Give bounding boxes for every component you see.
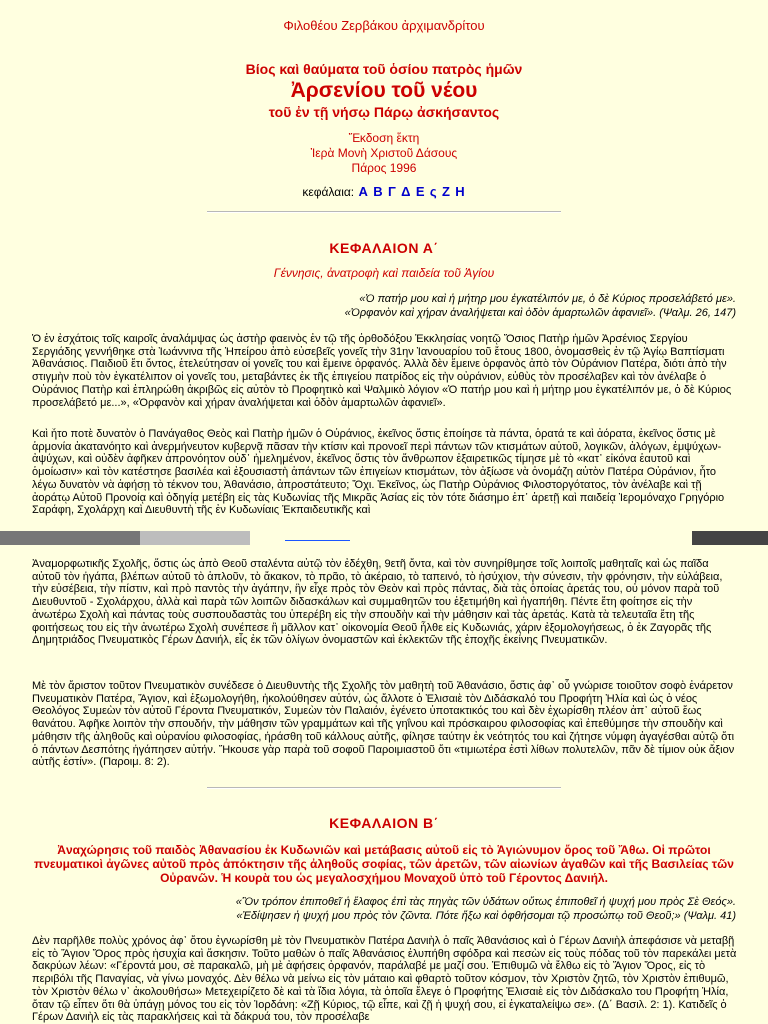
chapter-1-title: ΚΕΦΑΛΑΙΟΝ Α΄ <box>329 240 439 256</box>
chapter-1-paragraph-2: Καὶ ἦτο ποτὲ δυνατὸν ὁ Πανάγαθος Θεὸς καὶ Πατὴρ ἡμῶν ὁ Οὐράνιος, ἐκεῖνος ὅστις ἐποίησε τὰ πάντα, ὁρατά τε καὶ ἀόρατα, ἐκεῖνος ὅστις μὲ ἁρμονία ἀκατανόητο καὶ ἀνερμήνευτον κυβερνᾷ πᾶσαν τὴν κτίσιν καὶ προνοεῖ περὶ πάντων τῶν κτισμάτων αὐτοῦ, λογικῶν, ἀλόγων, ἐμψύχων-ἀψύχων, καὶ οὐδὲν ἀφῆκεν ἀπρονόητον οὐδ᾽ ἠμελημένον, ἐκεῖνος ὅστις τὸν ἄνθρωπον ἐξαιρετικῶς τίμησε μὲ τὸ «κατ᾽ εἰκόνα ἑαυτοῦ καὶ ὁμοίωσιν» καὶ τὸν κατέστησε βασιλέα καὶ ἐξουσιαστὴ ἁπάντων τῶν ἐπιγείων κτισμάτων, τὸν ἀξίωσε νὰ ὀνομάζη αὐτὸν Πατέρα Οὐράνιον, ἦτο λέγω δυνατὸν νὰ ἀφήσῃ τὸ τέκνον του, Ἀθανάσιο, ἀπροστάτευτο; Ὄχι. Ἐκεῖνος, ὡς Πατὴρ Οὐράνιος Φιλοστοργότατος, τὸν ἀνέλαβε καὶ τῇ ἀοράτῳ Αὐτοῦ Προνοίᾳ καὶ ὁδηγίᾳ μετέβη εἰς τὰς Κυδωνίας τῆς Μικρᾶς Ἀσίας εἰς τὸν τότε διάσημο ἐπ᾽ ἀρετῇ καὶ παιδείᾳ Ἱερομόναχο Γρηγόριο Σαράφη, Σχολάρχη καὶ Διευθυντὴ τῆς ἐν Κυδωνίαις Ἐκπαιδευτικῆς καὶ <box>32 428 725 517</box>
chapter-1-quote-line-1: «Ὁ πατήρ μου καὶ ἡ μήτηρ μου ἐγκατέλιπόν με, ὁ δὲ Κύριος προσελάβετό με». <box>359 293 736 305</box>
chapter-nav <box>0 184 768 199</box>
author-line: Φιλοθέου Ζερβάκου ἀρχιμανδρίτου <box>283 18 485 33</box>
chapter-link-f[interactable]: ς <box>429 184 437 199</box>
chapter-1-paragraph-4: Μὲ τὸν ἄριστον τοῦτον Πνευματικὸν συνέδεσε ὁ Διευθυντὴς τῆς Σχολῆς τὸν μαθητὴ τοῦ Ἀθανάσιο, ὅστις ἀφ᾽ οὗ γνώρισε τοιοῦτον σοφὸ ἐνάρετον Πνευματικὸν Πατέρα, Ἅγιον, καὶ ἐξωμολογήθη, ἠκολούθησεν αὐτόν, ὡς ἄλλοτε ὁ Ἐλισαιὲ τὸν Διδάσκαλό του Προφήτη Ἠλία καὶ ὡς ὁ νέος Θεολόγος Συμεὼν τὸν αὐτοῦ Γέροντα Πνευματικόν, Συμεὼν τὸν Παλαιόν, ἐγένετο ὑποτακτικός του καὶ δὲν ἐχωρίσθη πλέον ἀπ᾽ αὐτοῦ ἕως θανάτου. Ἀφῆκε λοιπὸν τὴν σπουδήν, τὴν μάθησιν τῶν γραμμάτων καὶ τῆς γηΐνου καὶ πρόσκαιρου φιλοσοφίας καὶ ἐπεθύμησε τὴν σπουδὴν καὶ μάθησιν τῆς ἀληθοῦς καὶ οὐρανίου φιλοσοφίας, ἠράσθη τοῦ κάλλους αὐτῆς, φίλησε ταύτην ἐκ νεότητός του καὶ ζήτησε νύμφη ἀγαγέσθαι αὐτῷ ὅτι ὁ πάντων Δεσπότης ἠγάπησεν αὐτήν. Ἤκουσε γὰρ παρὰ τοῦ σοφοῦ Παροιμιαστοῦ ὅτι «τιμιωτέρα ἐστὶ λίθων πολυτελῶν, πᾶν δὲ τίμιον οὐκ ἄξιον αὐτῆς ἐστίν». (Παροιμ. 8: 2). <box>32 680 735 769</box>
chapter-link-h[interactable]: Η <box>455 184 465 199</box>
chapter-2-paragraph-1: Δὲν παρῆλθε πολὺς χρόνος ἀφ᾽ ὅτου ἐγνωρίσθη μὲ τὸν Πνευματικὸν Πατέρα Δανιὴλ ὁ παῖς Ἀθανάσιος καὶ ὁ Γέρων Δανιὴλ ἀπεφάσισε νὰ μεταβῇ εἰς τὸ Ἅγιον Ὄρος πρὸς ἡσυχία καὶ ἄσκησιν. Τοῦτο μαθὼν ὁ παῖς Ἀθανάσιος ἐλυπήθη σφόδρα καὶ πεσὼν εἰς τοὺς πόδας τοῦ τὸν παρεκάλει μετὰ δακρύων λέων: «Γέροντά μου, σὲ παρακαλῶ, μὴ μὲ ἀφήσεις ὀρφανόν, παράλαβέ με μαζί σου. Ἐπιθυμῶ νὰ ἔλθω εἰς τὸ Ἅγιον Ὄρος, εἰς τὸ περιβόλι τῆς Παναγίας, νὰ γίνω μοναχός. Δὲν θέλω νὰ μείνω εἰς τὸν μάταιο καὶ φθαρτὸ τοῦτον κόσμον, τὸν Χριστὸν ζητῶ, τὸν Χριστὸν ἐπιθυμῶ, τὸν Χριστὸν θέλω ν᾽ ἀκολουθήσω» Μετεχειρίζετο δὲ καὶ τὰ ἴδια λόγια, τὰ ὁποῖα ἔλεγε ὁ Προφήτης Ἐλισαιὲ εἰς τὸν Διδάσκαλο του Προφήτη Ἠλία, ὅταν τῷ εἶπεν ὅτι θὰ ὑπάγῃ μόνος του εἰς τὸν Ἰορδάνη: «Ζῇ Κύριος, τῷ εἶπε, καὶ ζῇ ἡ ψυχή σου, εἰ ἐγκαταλείψω σε». (Δ΄ Βασιλ. 2: 1). Κατιδεῖς ὁ Γέρων Δανιὴλ εἰς τὰς παρακλήσεις καὶ τὰ δάκρυά του, τὸν προσέλαβε <box>32 935 737 1024</box>
chapter-link-a[interactable]: Α <box>358 184 368 199</box>
place-year-line: Πάρος 1996 <box>351 161 417 175</box>
chapter-1-paragraph-1: Ὁ ἐν ἐσχάτοις τοῖς καιροῖς ἀναλάμψας ὡς ἀστὴρ φαεινὸς ἐν τῷ τῆς ὀρθοδόξου Ἐκκλησίας νοητῷ Ὅσιος Πατὴρ ἡμῶν Ἀρσένιος Σεργίου Σεργιάδης γεννήθηκε στὰ Ἰωάννινα τῆς Ἠπείρου ἀπὸ εὐσεβεῖς γονεῖς τὴν 31ην Ἰανουαρίου τοῦ ἔτους 1800, ὀνομασθεὶς ἐν τῷ Ἁγίῳ Βαπτίσματι Ἀθανάσιος. Παιδιοῦ ἔτι ὄντος, ἐτελεύτησαν οἱ γονεῖς του καὶ ἔμεινε ὀρφανός. Ἀλλὰ δὲν ἔμεινε ὀρφανὸς ἀπὸ τὸν Οὐράνιον Πατέρα, διότι ἀπὸ τὴν στιγμὴν ποὺ τὸν ἐγκατέλιπον οἱ γονεῖς του, μεταβάντες ἐκ τῆς ἐπιγείου πατρίδος εἰς τὴν οὐράνιον, εὐθὺς τὸν προσέλαβεν καὶ τὸν ἀνέλαβε ὁ Οὐράνιος Πατὴρ καὶ ἐπληρώθη ἀκριβῶς εἰς αὐτὸν τὸ Προφητικὸ καὶ Ψαλμικὸ λόγιον «Ὁ πατήρ μου καὶ ἡ μήτηρ μου ἐγκατέλιπόν με, ὁ δὲ Κύριος προσελάβετό με...», «Ὀρφανὸν καὶ χήραν ἀναλήψεται καὶ ὁδὸν ἁμαρτωλῶν ἀφανιεῖ». <box>32 333 732 409</box>
page-break-bar-right <box>692 531 768 545</box>
chapter-1-paragraph-3: Ἀναμορφωτικῆς Σχολῆς, ὅστις ὡς ἀπὸ Θεοῦ σταλέντα αὐτῷ τὸν ἐδέχθη, 9ετῆ ὄντα, καὶ τὸν συνηρίθμησε τοῖς λοιποῖς μαθηταῖς καὶ ὡς παῖδα αὐτοῦ τὸν ἠγάπα, βλέπων αὐτοῦ τὸ ἁπλοῦν, τὸ ἄκακον, τὸ πρᾶο, τὸ ἀκέραιο, τὸ ταπεινό, τὸ ἡσύχιον, τὴν σύνεσιν, τὴν φρόνησιν, τὴν εὐλάβεια, τὴν εὐσέβεια, τὴν πίστιν, καὶ πρὸ παντὸς τὴν ἀγάπην, ἣν εἶχε πρὸς τὸν Θεὸν καὶ πρὸς πάντας, διὰ τὰς ὁποίας ἀρετάς του, οὐ μόνον παρὰ τοῦ Διευθυντοῦ - Σχολάρχου, ἀλλὰ καὶ παρὰ τῶν λοιπῶν διδασκάλων καὶ συμμαθητῶν του ἐξετιμήθη καὶ ἠγαπήθη. Πέντε ἔτη φοίτησε εἰς τὴν ἀνωτέρω Σχολὴ καὶ πάντας τοὺς συσπουδαστὰς του ὑπερέβη εἰς τὴν σπουδὴν καὶ τὴν μάθησιν καὶ τὰς ἀρετάς. Κατὰ τὰ τελευταῖα ἔτη τῆς φοιτήσεως του εἰς τὴν ἀνωτέρω Σχολὴ συνέπεσε ἢ μᾶλλον κατ᾽ οἰκονομία Θεοῦ ἦλθε εἰς Κυδωνιάς, χάριν ἐξομολογήσεως, ὁ ἐκ Ζαγορᾶς τῆς Δημητριάδος Πνευματικὸς Γέρων Δανιήλ, εἷς ἐκ τῶν ὀλίγων ὀνομαστῶν καὶ ἐκλεκτῶν τῆς ἐποχῆς ἐκείνης Πνευματικῶν. <box>32 558 723 647</box>
divider <box>207 787 561 789</box>
page-break-bar-mid <box>140 531 250 545</box>
chapter-link-g[interactable]: Ζ <box>441 184 450 199</box>
chapter-2-quote-line-2: «Ἐδίψησεν ἡ ψυχή μου πρὸς τὸν ζῶντα. Πότε ἥξω καὶ ὀφθήσομαι τῷ προσώπῳ τοῦ Θεοῦ;» (Ψαλμ. 41) <box>236 910 736 922</box>
publisher-line: Ἱερὰ Μονὴ Χριστοῦ Δάσους <box>310 146 458 160</box>
chapter-2-title: ΚΕΦΑΛΑΙΟΝ Β΄ <box>329 815 439 831</box>
chapter-link-b[interactable]: Β <box>373 184 383 199</box>
chapter-2-subtitle: Ἀναχώρησις τοῦ παιδὸς Ἀθανασίου ἐκ Κυδωνιῶν καὶ μετάβασις αὐτοῦ εἰς τὸ Ἁγιώνυμον ὄρος τοῦ Ἄθω. Οἱ πρῶτοι πνευματικοὶ ἀγῶνες αὐτοῦ πρὸς ἀπόκτησιν τῆς ἀληθοῦς σοφίας, τῶν ἀρετῶν, τῶν αἰωνίων ἀγαθῶν καὶ τῆς Βασιλείας τῶν Οὐρανῶν. Ἡ κουρὰ του ὡς μεγαλοσχήμου Μοναχοῦ ὑπὸ τοῦ Γέροντος Δανιήλ. <box>34 843 734 885</box>
edition-line: Ἔκδοση ἕκτη <box>348 131 420 145</box>
chapter-2-quote-line-1: «Ὃν τρόπον ἐπιποθεῖ ἡ ἔλαφος ἐπὶ τὰς πηγὰς τῶν ὑδάτων οὕτως ἐπιποθεῖ ἡ ψυχή μου πρὸς Σὲ Θεός». <box>235 896 736 908</box>
chapter-link-c[interactable]: Γ <box>387 184 396 199</box>
divider <box>207 211 561 213</box>
chapter-1-quote-line-2: «Ὀρφανὸν καὶ χήραν ἀναλήψεται καὶ ὁδὸν ἁμαρτωλῶν ἀφανιεῖ». (Ψαλμ. 26, 147) <box>344 307 736 319</box>
chapters-label: κεφάλαια: <box>302 185 355 199</box>
chapter-1-subtitle: Γέννησις, ἀνατροφὴ καὶ παιδεία τοῦ Ἁγίου <box>273 266 495 280</box>
main-title: Ἀρσενίου τοῦ νέου <box>290 79 478 102</box>
page-break-link-line <box>285 540 350 541</box>
chapter-link-d[interactable]: Δ <box>401 184 411 199</box>
title-subtitle-bottom: τοῦ ἐν τῇ νήσῳ Πάρῳ ἀσκήσαντος <box>268 104 500 120</box>
page-break-bar-left <box>0 531 140 545</box>
title-subtitle-top: Βίος καὶ θαύματα τοῦ ὁσίου πατρὸς ἡμῶν <box>245 61 523 77</box>
chapter-link-e[interactable]: Ε <box>415 184 425 199</box>
